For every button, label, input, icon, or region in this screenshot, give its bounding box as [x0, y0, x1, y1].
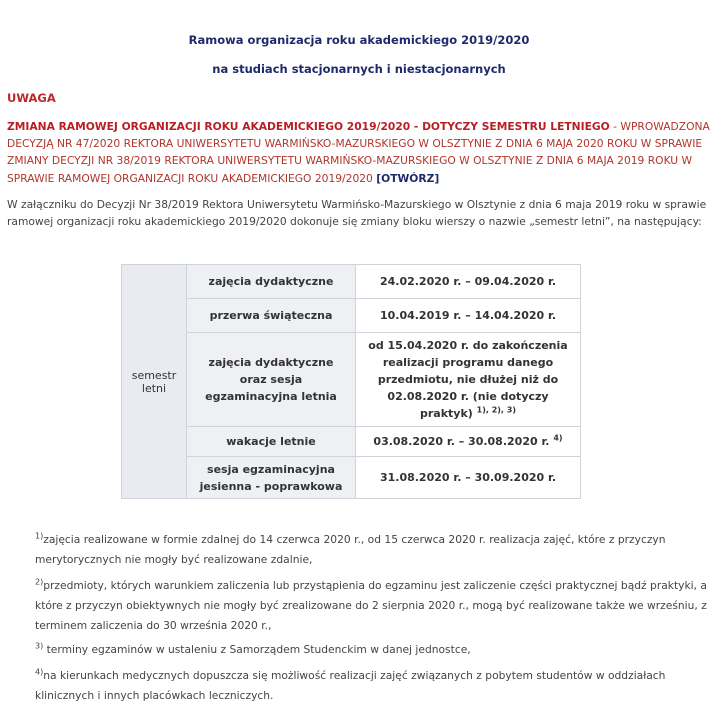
page-title: Ramowa organizacja roku akademickiego 2019/2020 — [188, 33, 530, 47]
row-name: przerwa świąteczna — [187, 299, 356, 333]
row-name: zajęcia dydaktyczne oraz sesja egzaminacyjna letnia — [187, 333, 356, 427]
footnote-text: terminy egzaminów w ustaleniu z Samorządem Studenckim w danej jednostce, — [43, 643, 471, 656]
row-name: zajęcia dydaktyczne — [187, 265, 356, 299]
row-value: 31.08.2020 r. – 30.09.2020 r. — [356, 457, 581, 499]
table-row — [122, 265, 581, 299]
table-row — [122, 299, 581, 333]
row-value-text: 03.08.2020 r. – 30.08.2020 r. — [373, 435, 550, 448]
row-value: 10.04.2019 r. – 14.04.2020 r. — [356, 299, 581, 333]
footnote-text: przedmioty, których warunkiem zaliczenia lub przystąpienia do egzaminu jest zaliczenie części praktycznej bądź praktyki, a które z przyczyn obiektywnych nie mogły być zrealizowane do 2 sierpnia 2020 r., mogą być realizowane także we wrześniu, z terminem zaliczenia do 30 września 2020 r., — [35, 579, 707, 632]
table-row — [122, 457, 581, 499]
row-value — [356, 427, 581, 457]
notice-bold-text: ZMIANA RAMOWEJ ORGANIZACJI ROKU AKADEMICKIEGO 2019/2020 - DOTYCZY SEMESTRU LETNIEGO — [7, 120, 610, 133]
footnote-mark: 3) — [35, 641, 44, 651]
footnote-text: zajęcia realizowane w formie zdalnej do 14 czerwca 2020 r., od 15 czerwca 2020 r. realizacja zajęć, które z przyczyn merytorycznych nie mogły być realizowane zdalnie, — [35, 533, 666, 566]
notice-paragraph — [7, 118, 712, 187]
open-link[interactable]: [OTWÓRZ] — [376, 171, 440, 185]
group-label: semestr letni — [122, 265, 187, 499]
row-value-text: od 15.04.2020 r. do zakończenia realizacji programu danego przedmiotu, nie dłużej niż do 02.08.2020 r. (nie dotyczy praktyk) — [368, 339, 568, 420]
row-value: 24.02.2020 r. – 09.04.2020 r. — [356, 265, 581, 299]
footnote-mark: 1) — [35, 531, 44, 541]
table-row — [122, 333, 581, 427]
notice-body-text: - WPROWADZONA DECYZJĄ NR 47/2020 REKTORA UNIWERSYTETU WARMIŃSKO-MAZURSKIEGO W OLSZTYNIE Z DNIA 6 MAJA 2020 ROKU W SPRAWIE ZMIANY DECYZJI NR 38/2019 REKTORA UNIWERSYTETU WARMIŃSKO-MAZURSKIEGO W OLSZTYNIE Z DNIA 6 MAJA 2019 ROKU W SPRAWIE RAMOWEJ ORGANIZACJI ROKU AKADEMICKIEGO 2019/2020 — [7, 120, 710, 185]
footnote — [35, 530, 710, 570]
page-subtitle: na studiach stacjonarnych i niestacjonarnych — [212, 62, 506, 76]
table-row — [122, 427, 581, 457]
row-name: wakacje letnie — [187, 427, 356, 457]
footnote-ref: 1), 2), 3) — [476, 405, 516, 415]
intro-paragraph: W załączniku do Decyzji Nr 38/2019 Rektora Uniwersytetu Warmińsko-Mazurskiego w Olsztynie z dnia 6 maja 2019 roku w sprawie ramowej organizacji roku akademickiego 2019/2020 dokonuje się zmiany bloku wierszy o nazwie „semestr letni”, na następujący: — [7, 198, 707, 229]
footnote-text: na kierunkach medycznych dopuszcza się możliwość realizacji zajęć związanych z pobytem studentów w oddziałach klinicznych i innych placówkach leczniczych. — [35, 669, 666, 702]
row-name: sesja egzaminacyjna jesienna - poprawkowa — [187, 457, 356, 499]
footnote — [35, 576, 710, 636]
semester-schedule-table — [121, 264, 581, 499]
row-value — [356, 333, 581, 427]
footnote-mark: 4) — [35, 667, 44, 677]
footnote-mark: 2) — [35, 577, 44, 587]
notice-heading: UWAGA — [7, 91, 56, 105]
footnote — [35, 666, 710, 706]
footnote — [35, 640, 710, 660]
footnote-ref: 4) — [553, 433, 563, 443]
